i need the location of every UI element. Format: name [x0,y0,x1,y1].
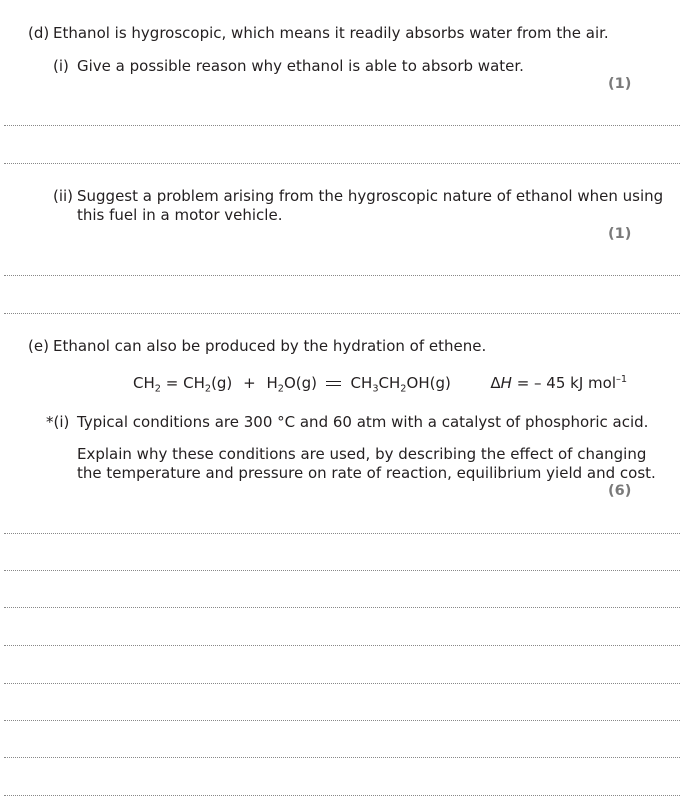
answer-line[interactable] [4,795,680,796]
answer-line[interactable] [4,683,680,684]
part-d-stem: Ethanol is hygroscopic, which means it readily absorbs water from the air. [53,24,609,42]
part-e-i-conditions: Typical conditions are 300 °C and 60 atm with a catalyst of phosphoric acid. [77,413,649,431]
answer-line[interactable] [4,757,680,758]
answer-line[interactable] [4,607,680,608]
equation-reactant-water: $H_2O(g)$ [266,374,317,395]
part-d-i-marks: (1) [608,76,632,92]
equation-product-ethanol: $CH_3CH_2OH(g)$ [350,374,451,395]
enthalpy-delta: Δ [490,374,501,392]
part-e-i-label: *(i) [46,413,70,431]
answer-line[interactable] [4,163,680,164]
part-d-ii-label: (ii) [53,187,74,205]
part-d-ii-question-line2: this fuel in a motor vehicle. [77,206,283,224]
enthalpy-h: H [500,374,512,392]
part-e-i-explain-line2: the temperature and pressure on rate of reaction, equilibrium yield and cost. [77,464,656,482]
part-e-label: (e) [28,337,49,355]
part-d-i-question: Give a possible reason why ethanol is able to absorb water. [77,57,524,75]
equilibrium-arrow-icon [326,379,342,389]
hydration-equation [133,374,628,395]
enthalpy-value: = – 45 kJ mol [511,374,616,392]
answer-line[interactable] [4,720,680,721]
part-d-i-label: (i) [53,57,69,75]
part-d-ii-question-line1: Suggest a problem arising from the hygroscopic nature of ethanol when using [77,187,664,205]
equation-reactant-ethene: $CH_2 = CH_2(g)$ [133,374,233,395]
answer-line[interactable] [4,570,680,571]
part-e-i-explain-line1: Explain why these conditions are used, by describing the effect of changing [77,445,647,463]
answer-line[interactable] [4,275,680,276]
part-e-i-marks: (6) [608,483,632,499]
part-d-ii-marks: (1) [608,226,632,242]
part-d-label: (d) [28,24,50,42]
enthalpy-unit-exponent: –1 [616,374,628,386]
answer-line[interactable] [4,125,680,126]
equation-plus: + [243,374,256,392]
answer-line[interactable] [4,313,680,314]
answer-line[interactable] [4,645,680,646]
answer-line[interactable] [4,533,680,534]
part-e-stem: Ethanol can also be produced by the hydration of ethene. [53,337,487,355]
